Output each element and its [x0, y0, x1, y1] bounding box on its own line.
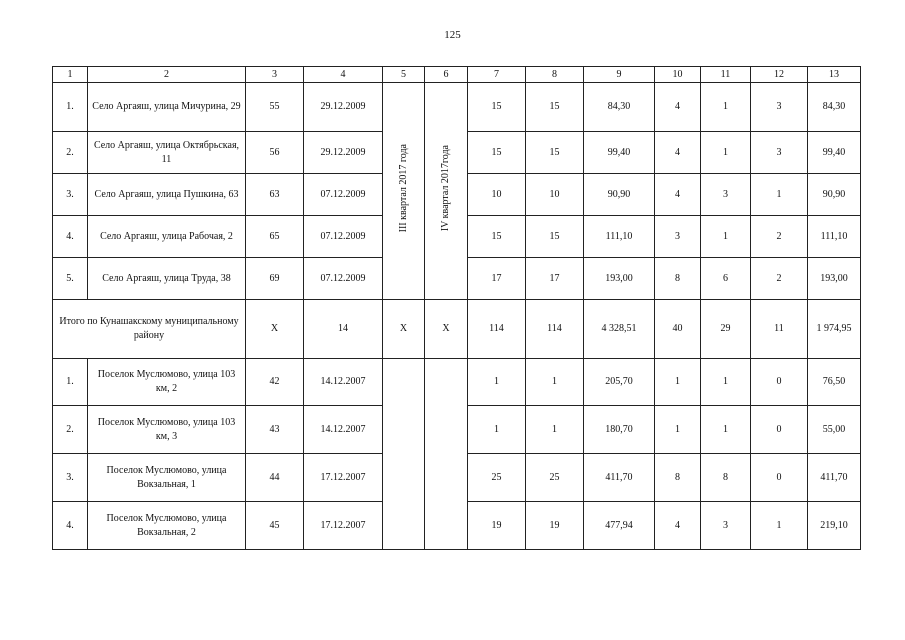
col-header: 13	[808, 67, 861, 83]
cell: 84,30	[808, 83, 861, 132]
cell: 0	[751, 359, 808, 406]
cell: 1	[468, 359, 526, 406]
date-cell: 29.12.2009	[304, 132, 383, 174]
cell: 8	[655, 258, 701, 300]
cell: 15	[526, 132, 584, 174]
cell: 1	[526, 359, 584, 406]
cell: 17	[468, 258, 526, 300]
cell: 1	[751, 174, 808, 216]
cell: 477,94	[584, 502, 655, 550]
cell: 17	[526, 258, 584, 300]
cell: 219,10	[808, 502, 861, 550]
cell: 3	[751, 132, 808, 174]
cell: 111,10	[808, 216, 861, 258]
cell: 15	[526, 216, 584, 258]
cell: 10	[468, 174, 526, 216]
cell: 15	[468, 83, 526, 132]
quarter-3-cell	[383, 83, 425, 300]
address-cell: Поселок Муслюмово, улица Вокзальная, 1	[88, 454, 246, 502]
address-cell: Село Аргаяш, улица Пушкина, 63	[88, 174, 246, 216]
cell: Х	[383, 300, 425, 359]
cell: 43	[246, 406, 304, 454]
row-number: 2.	[53, 132, 88, 174]
date-cell: 07.12.2009	[304, 174, 383, 216]
date-cell: 07.12.2009	[304, 216, 383, 258]
table-row	[53, 359, 861, 406]
cell: 1 974,95	[808, 300, 861, 359]
col-header: 3	[246, 67, 304, 83]
cell: 0	[751, 454, 808, 502]
cell: 1	[526, 406, 584, 454]
cell: 411,70	[584, 454, 655, 502]
cell: 19	[468, 502, 526, 550]
address-cell: Село Аргаяш, улица Труда, 38	[88, 258, 246, 300]
address-cell: Поселок Муслюмово, улица Вокзальная, 2	[88, 502, 246, 550]
cell: Х	[425, 300, 468, 359]
cell: 3	[701, 502, 751, 550]
cell: 8	[701, 454, 751, 502]
address-cell: Поселок Муслюмово, улица 103 км, 3	[88, 406, 246, 454]
col-header: 8	[526, 67, 584, 83]
cell: 69	[246, 258, 304, 300]
cell: 63	[246, 174, 304, 216]
address-cell: Село Аргаяш, улица Рабочая, 2	[88, 216, 246, 258]
address-cell: Село Аргаяш, улица Мичурина, 29	[88, 83, 246, 132]
date-cell: 17.12.2007	[304, 454, 383, 502]
cell: 3	[701, 174, 751, 216]
col-header: 10	[655, 67, 701, 83]
row-number: 4.	[53, 502, 88, 550]
quarter-4-empty-cell	[425, 359, 468, 550]
cell: 14	[304, 300, 383, 359]
cell: 2	[751, 258, 808, 300]
cell: 2	[751, 216, 808, 258]
row-number: 2.	[53, 406, 88, 454]
quarter-3-empty-cell	[383, 359, 425, 550]
cell: 15	[468, 216, 526, 258]
cell: 45	[246, 502, 304, 550]
housing-table	[52, 66, 861, 550]
row-number: 4.	[53, 216, 88, 258]
date-cell: 17.12.2007	[304, 502, 383, 550]
cell: 42	[246, 359, 304, 406]
cell: 1	[701, 406, 751, 454]
cell: Х	[246, 300, 304, 359]
cell: 1	[701, 83, 751, 132]
col-header: 7	[468, 67, 526, 83]
cell: 56	[246, 132, 304, 174]
cell: 411,70	[808, 454, 861, 502]
quarter-4-label: IV квартал 2017года	[440, 145, 451, 232]
date-cell: 07.12.2009	[304, 258, 383, 300]
cell: 25	[468, 454, 526, 502]
cell: 90,90	[808, 174, 861, 216]
cell: 8	[655, 454, 701, 502]
cell: 4	[655, 502, 701, 550]
cell: 10	[526, 174, 584, 216]
col-header: 5	[383, 67, 425, 83]
cell: 90,90	[584, 174, 655, 216]
address-cell: Поселок Муслюмово, улица 103 км, 2	[88, 359, 246, 406]
cell: 4	[655, 132, 701, 174]
row-number: 1.	[53, 83, 88, 132]
cell: 11	[751, 300, 808, 359]
cell: 15	[468, 132, 526, 174]
cell: 193,00	[584, 258, 655, 300]
cell: 4	[655, 83, 701, 132]
cell: 1	[701, 216, 751, 258]
cell: 114	[468, 300, 526, 359]
cell: 0	[751, 406, 808, 454]
cell: 19	[526, 502, 584, 550]
date-cell: 14.12.2007	[304, 359, 383, 406]
cell: 6	[701, 258, 751, 300]
col-header: 4	[304, 67, 383, 83]
page-number: 125	[444, 29, 461, 41]
col-header: 6	[425, 67, 468, 83]
cell: 40	[655, 300, 701, 359]
cell: 3	[751, 83, 808, 132]
total-row	[53, 300, 861, 359]
cell: 111,10	[584, 216, 655, 258]
cell: 1	[701, 132, 751, 174]
cell: 114	[526, 300, 584, 359]
row-number: 3.	[53, 454, 88, 502]
col-header: 12	[751, 67, 808, 83]
row-number: 3.	[53, 174, 88, 216]
cell: 1	[751, 502, 808, 550]
cell: 4 328,51	[584, 300, 655, 359]
col-header: 11	[701, 67, 751, 83]
cell: 84,30	[584, 83, 655, 132]
row-number: 5.	[53, 258, 88, 300]
col-header: 9	[584, 67, 655, 83]
quarter-3-label: III квартал 2017 года	[397, 144, 409, 233]
cell: 76,50	[808, 359, 861, 406]
cell: 1	[655, 406, 701, 454]
cell: 29	[701, 300, 751, 359]
quarter-4-cell	[425, 83, 468, 300]
cell: 193,00	[808, 258, 861, 300]
date-cell: 29.12.2009	[304, 83, 383, 132]
address-cell: Село Аргаяш, улица Октябрьская, 11	[88, 132, 246, 174]
table-row	[53, 83, 861, 132]
date-cell: 14.12.2007	[304, 406, 383, 454]
header-row	[53, 67, 861, 83]
cell: 1	[468, 406, 526, 454]
cell: 4	[655, 174, 701, 216]
cell: 1	[701, 359, 751, 406]
cell: 99,40	[808, 132, 861, 174]
cell: 99,40	[584, 132, 655, 174]
row-number: 1.	[53, 359, 88, 406]
cell: 205,70	[584, 359, 655, 406]
col-header: 2	[88, 67, 246, 83]
cell: 15	[526, 83, 584, 132]
cell: 180,70	[584, 406, 655, 454]
cell: 1	[655, 359, 701, 406]
cell: 44	[246, 454, 304, 502]
cell: 55,00	[808, 406, 861, 454]
cell: 55	[246, 83, 304, 132]
cell: 25	[526, 454, 584, 502]
cell: 65	[246, 216, 304, 258]
cell: 3	[655, 216, 701, 258]
total-label: Итого по Кунашакскому муниципальному району	[53, 300, 246, 359]
col-header: 1	[53, 67, 88, 83]
